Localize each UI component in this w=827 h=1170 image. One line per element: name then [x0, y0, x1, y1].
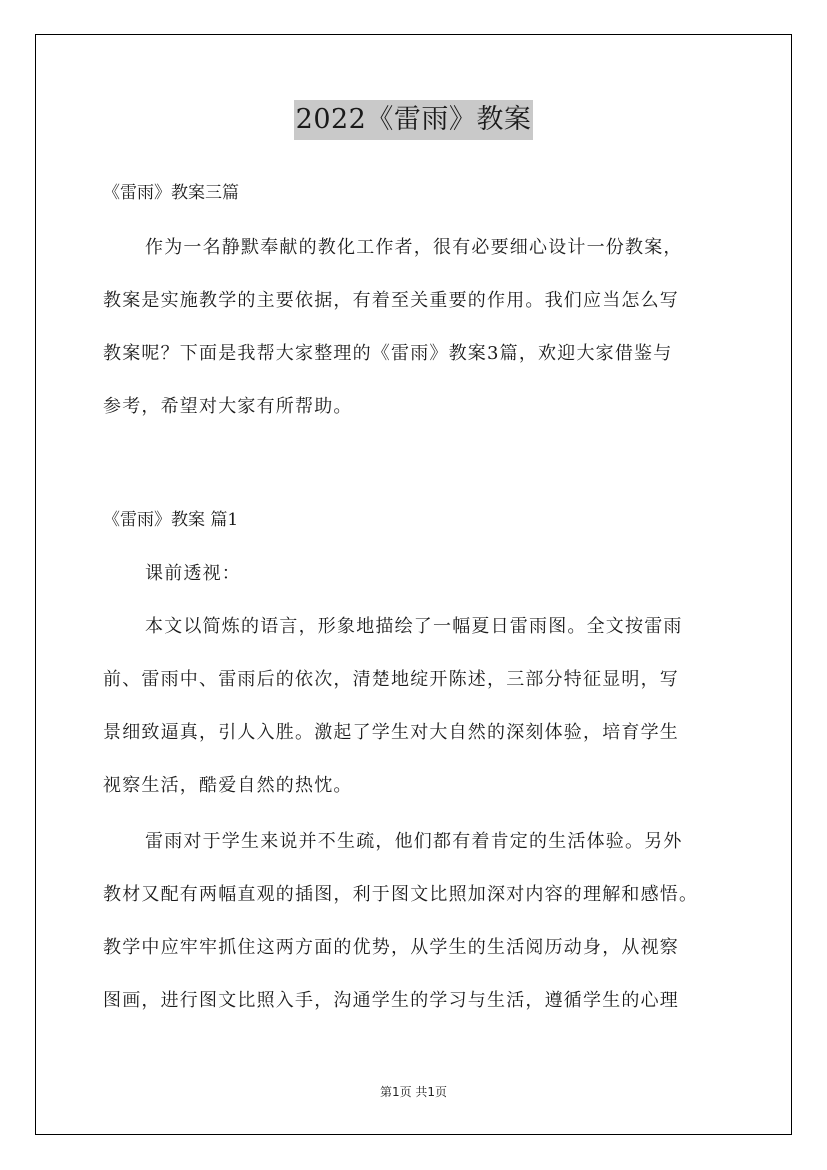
document-subtitle: 《雷雨》教案三篇 [103, 183, 239, 203]
paragraph-line: 前、雷雨中、雷雨后的依次，清楚地绽开陈述，三部分特征显明，写 [103, 669, 679, 690]
document-title: 2022《雷雨》教案 [294, 100, 534, 140]
title-block [0, 100, 827, 140]
paragraph-line: 本文以简炼的语言，形象地描绘了一幅夏日雷雨图。全文按雷雨 [145, 616, 683, 637]
paragraph-line: 视察生活，酷爱自然的热忱。 [103, 775, 353, 796]
paragraph-line: 雷雨对于学生来说并不生疏，他们都有着肯定的生活体验。另外 [145, 831, 683, 852]
intro-line: 教案呢？下面是我帮大家整理的《雷雨》教案3篇，欢迎大家借鉴与 [103, 343, 673, 364]
paragraph-line: 教材又配有两幅直观的插图，利于图文比照加深对内容的理解和感悟。 [103, 884, 699, 905]
section-heading: 《雷雨》教案 篇1 [103, 510, 239, 530]
preview-label: 课前透视： [145, 563, 241, 584]
intro-line: 参考，希望对大家有所帮助。 [103, 396, 353, 417]
intro-line: 作为一名静默奉献的教化工作者，很有必要细心设计一份教案， [145, 237, 683, 258]
paragraph-line: 景细致逼真，引人入胜。激起了学生对大自然的深刻体验，培育学生 [103, 722, 679, 743]
paragraph-line: 教学中应牢牢抓住这两方面的优势，从学生的生活阅历动身，从视察 [103, 937, 679, 958]
intro-line: 教案是实施教学的主要依据，有着至关重要的作用。我们应当怎么写 [103, 290, 679, 311]
page-footer: 第1页 共1页 [379, 1085, 448, 1099]
paragraph-line: 图画，进行图文比照入手，沟通学生的学习与生活，遵循学生的心理 [103, 990, 679, 1011]
